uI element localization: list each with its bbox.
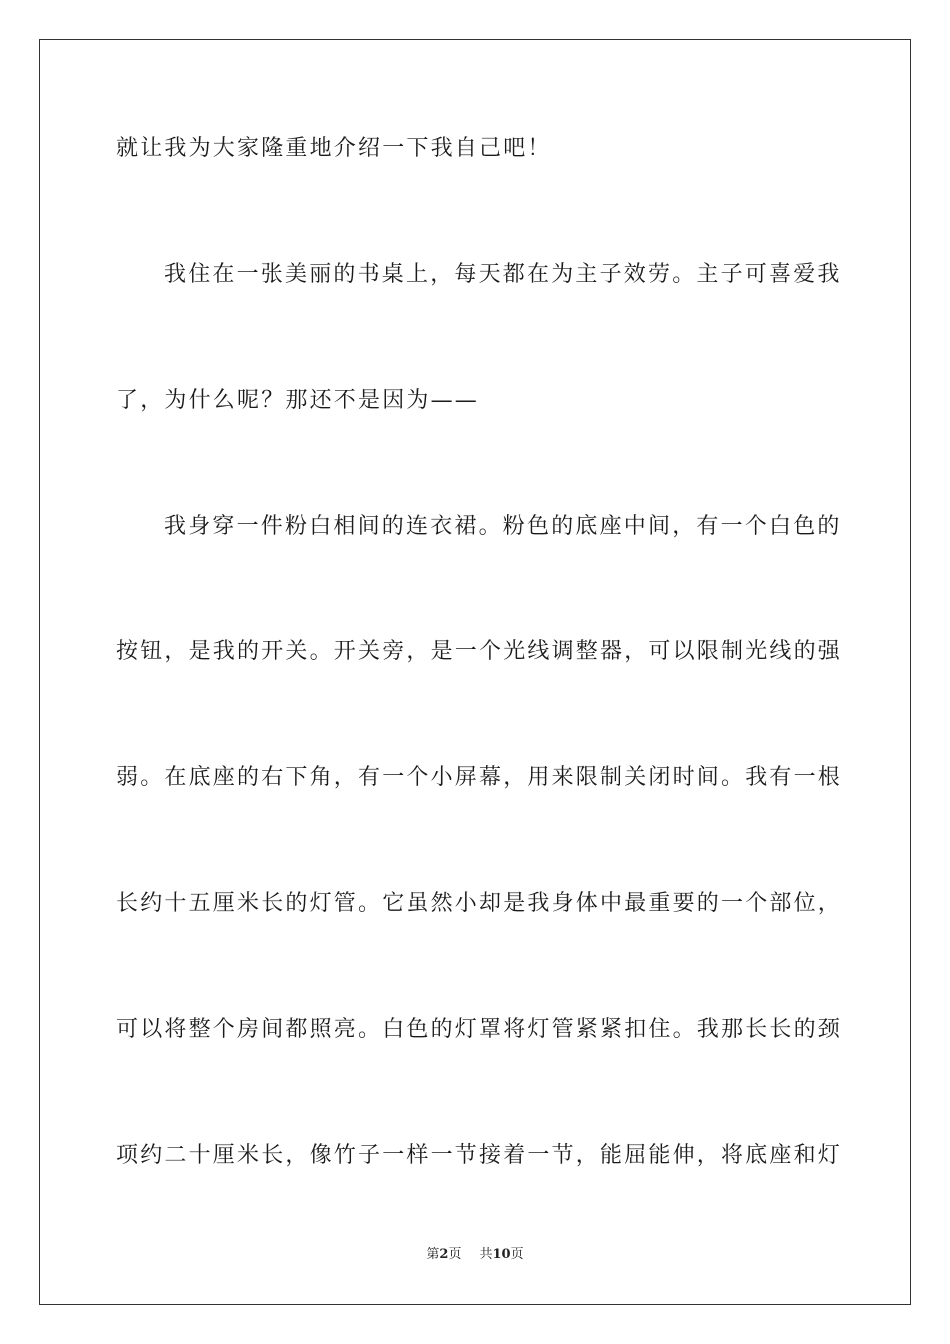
page-border (39, 39, 911, 1305)
text-line-3: 了，为什么呢？那还不是因为—— (116, 388, 480, 413)
text-line-7: 长约十五厘米长的灯管。它虽然小却是我身体中最重要的一个部位， (116, 891, 843, 916)
page-footer (0, 1246, 950, 1264)
page-prefix: 第 (426, 1247, 440, 1262)
text-line-2: 我住在一张美丽的书桌上，每天都在为主子效劳。主子可喜爱我 (164, 262, 842, 287)
text-line-6: 弱。在底座的右下角，有一个小屏幕，用来限制关闭时间。我有一根 (116, 765, 843, 790)
text-line-5: 按钮，是我的开关。开关旁，是一个光线调整器，可以限制光线的强 (116, 639, 843, 664)
text-line-4: 我身穿一件粉白相间的连衣裙。粉色的底座中间，有一个白色的 (164, 514, 842, 539)
text-line-1: 就让我为大家隆重地介绍一下我自己吧！ (116, 136, 552, 161)
total-unit: 页 (510, 1247, 524, 1262)
text-line-8: 可以将整个房间都照亮。白色的灯罩将灯管紧紧扣住。我那长长的颈 (116, 1017, 843, 1042)
current-page-number: 2 (439, 1247, 449, 1262)
total-page-count: 10 (492, 1247, 511, 1262)
total-prefix: 共 (479, 1247, 493, 1262)
text-line-9: 项约二十厘米长，像竹子一样一节接着一节，能屈能伸，将底座和灯 (116, 1143, 843, 1168)
page-unit: 页 (448, 1247, 462, 1262)
